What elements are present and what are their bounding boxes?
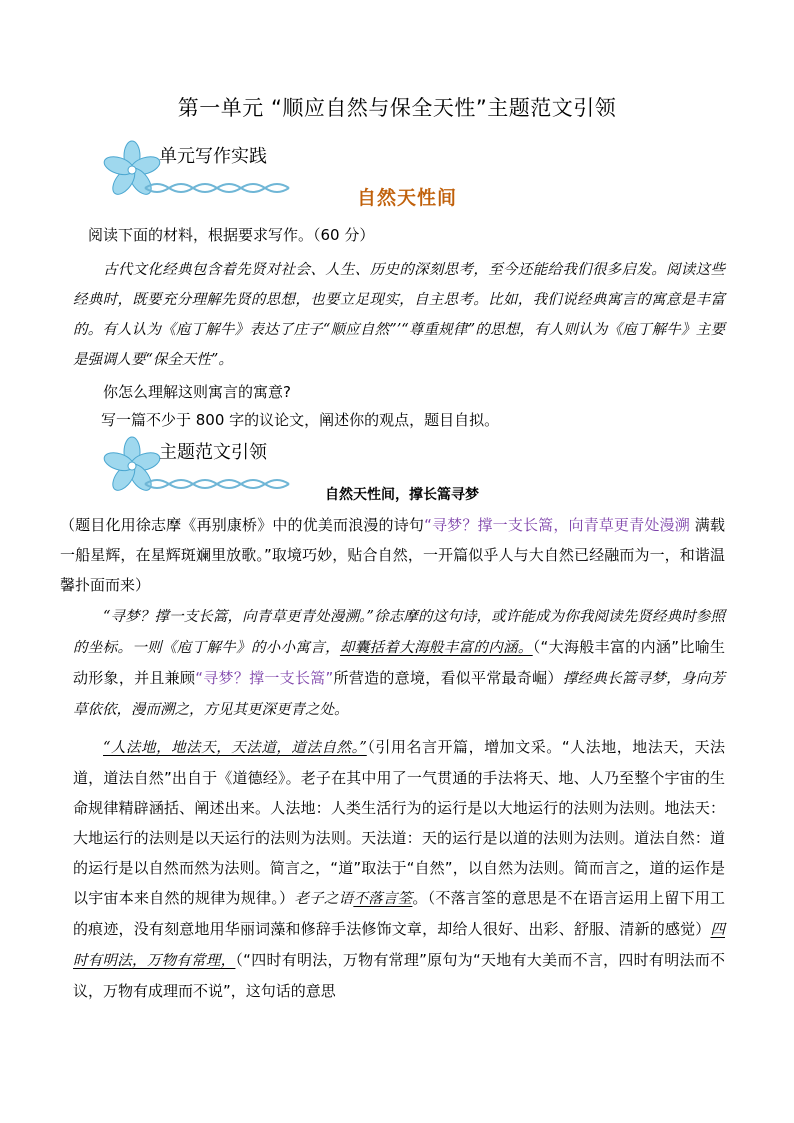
essay-text: 老子之语 xyxy=(294,891,354,907)
section-banner-label: 主题范文引领 xyxy=(159,442,267,463)
essay-paragraph-1 xyxy=(73,601,725,725)
annotation-text: 满载一船星辉，在星辉斑斓里放歌。”取境巧妙，贴合自然，一开篇似乎人与大自然已经融而为一，和谐温馨扑面而来） xyxy=(60,516,725,594)
annotation-text: （“大海般丰富的内涵”比喻生动形象，并且兼顾 xyxy=(73,638,726,687)
essay-text: “寻梦？撑一支长篙，向青草更青处漫溯。”徐志摩的这句诗，或许能成为你我阅读先贤经典时参照的坐标。一则《庖丁解牛》的小小寓言， xyxy=(73,609,725,656)
prompt-question: 你怎么理解这则寓言的寓意? xyxy=(103,383,291,401)
annotation-text: （“四时有明法，万物有常理”原句为“天地有大美而不言，四时有明法而不议，万物有成理而不说”，这句话的意思 xyxy=(73,951,725,1000)
title-annotation xyxy=(60,510,725,600)
essay-paragraph-2 xyxy=(73,732,725,1006)
annotation-text: （引用名言开篇，增加文采。“人法地，地法天，天法道，道法自然”出自于《道德经》。老子在其中用了一气贯通的手法将天、地、人乃至整个宇宙的生命规律精辟涵括、阐述出来。人法地：人类生活行为的运行是以大地运行的法则为法则。地法天：大地运行的法则是以天运行的法则为法则。天法道：天的运行是以道的法则为法则。道法自然：道的运行是以自然而然为法则。简言之，“道”取法于“自然”，以自然为法则。简而言之，道的运作是以宇宙本来自然的规律为规律。） xyxy=(73,738,725,907)
quoted-poem: “寻梦？撑一支长篙” xyxy=(195,669,334,687)
annotation-text: 所营造的意境，看似平常最奇崛） xyxy=(333,669,563,687)
quoted-poem: “寻梦？撑一支长篙，向青草更青处漫溯 xyxy=(424,516,690,534)
prompt-material: 古代文化经典包含着先贤对社会、人生、历史的深刻思考，至今还能给我们很多启发。阅读这些经典时，既要充分理解先贤的思想，也要立足现实，自主思考。比如，我们说经典寓言的寓意是丰富的。有人认为《庖丁解牛》表达了庄子“顺应自然”’“尊重规律”的思想，有人则认为《庖丁解牛》主要是强调人要“保全天性”。 xyxy=(73,262,725,368)
section-banner-label: 单元写作实践 xyxy=(159,146,267,167)
annotation-text: （题目化用徐志摩《再别康桥》中的优美而浪漫的诗句 xyxy=(60,516,425,534)
underlined-phrase: 不落言筌 xyxy=(353,891,413,907)
underlined-quote: “人法地，地法天，天法道，道法自然。” xyxy=(103,740,367,756)
prompt-requirement: 写一篇不少于 800 字的议论文，阐述你的观点，题目自拟。 xyxy=(101,411,500,429)
annotation-text: 。（不落言筌的意思是不在语言运用上留下用工的痕迹，没有刻意地用华丽词藻和修辞手法修饰文章，却给人很好、出彩、舒服、清新的感觉） xyxy=(73,889,725,938)
essay-heading: 自然天性间 xyxy=(356,187,457,209)
prompt-intro: 阅读下面的材料，根据要求写作。（60 分） xyxy=(88,226,375,244)
essay-text: 撑经典长篙寻梦，身向芳草依依，漫而溯之，方见其更深更青之处。 xyxy=(73,671,726,718)
underlined-sentence: 四时有明法，万物有常理， xyxy=(73,922,725,969)
model-essay-title: 自然天性间，撑长篙寻梦 xyxy=(325,487,479,503)
page-title: 第一单元 “顺应自然与保全天性”主题范文引领 xyxy=(177,96,617,120)
underlined-sentence: 却囊括着大海般丰富的内涵。 xyxy=(339,640,533,656)
